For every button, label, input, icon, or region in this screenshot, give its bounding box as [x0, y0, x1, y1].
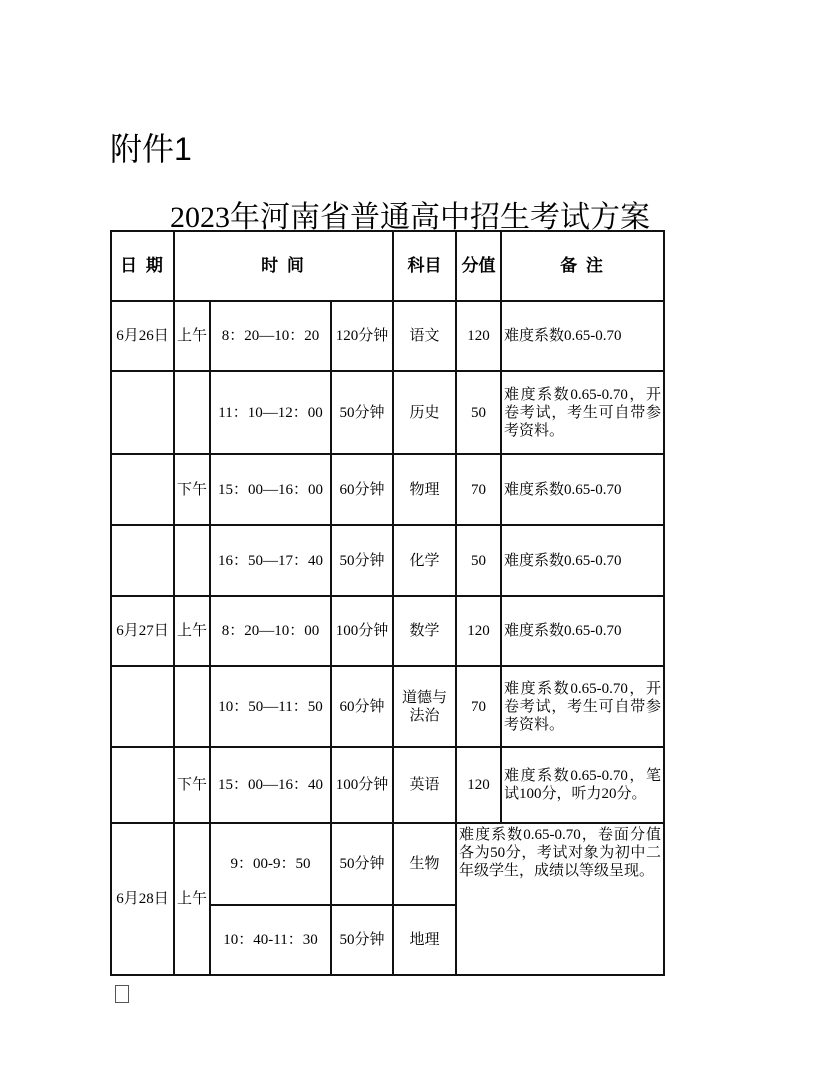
score-cell: 70 [456, 666, 501, 747]
time-cell: 11：10—12：00 [210, 371, 331, 454]
header-subject: 科目 [393, 231, 456, 301]
subject-cell: 数学 [393, 596, 456, 666]
empty-checkbox-glyph [115, 985, 129, 1003]
time-cell: 15：00—16：40 [210, 747, 331, 823]
time-cell: 10：40-11：30 [210, 905, 331, 975]
date-cell: 6月26日 [111, 301, 174, 371]
time-cell: 8：20—10：20 [210, 301, 331, 371]
attachment-label: 附件1 [110, 131, 192, 167]
header-notes: 备 注 [501, 231, 664, 301]
notes-cell: 难度系数0.65-0.70，开卷考试，考生可自带参考资料。 [501, 666, 664, 747]
table-row [111, 747, 664, 823]
period-cell: 下午 [174, 454, 210, 525]
date-cell [111, 454, 174, 525]
date-cell [111, 371, 174, 454]
table-row [111, 371, 664, 454]
time-cell: 15：00—16：00 [210, 454, 331, 525]
notes-cell: 难度系数0.65-0.70，开卷考试，考生可自带参考资料。 [501, 371, 664, 454]
period-cell: 上午 [174, 301, 210, 371]
date-cell [111, 666, 174, 747]
duration-cell: 50分钟 [331, 905, 393, 975]
notes-cell: 难度系数0.65-0.70，卷面分值各为50分，考试对象为初中二年级学生，成绩以等级呈现。 [456, 823, 664, 975]
time-cell: 16：50—17：40 [210, 525, 331, 596]
time-cell: 10：50—11：50 [210, 666, 331, 747]
duration-cell: 50分钟 [331, 525, 393, 596]
duration-cell: 50分钟 [331, 823, 393, 905]
subject-cell: 地理 [393, 905, 456, 975]
header-date: 日 期 [111, 231, 174, 301]
time-cell: 9：00-9：50 [210, 823, 331, 905]
header-time: 时 间 [174, 231, 393, 301]
notes-cell: 难度系数0.65-0.70 [501, 454, 664, 525]
notes-cell: 难度系数0.65-0.70 [501, 596, 664, 666]
period-cell: 上午 [174, 823, 210, 975]
duration-cell: 100分钟 [331, 747, 393, 823]
table-row [111, 454, 664, 525]
period-cell [174, 525, 210, 596]
score-cell: 70 [456, 454, 501, 525]
subject-cell: 历史 [393, 371, 456, 454]
score-cell: 50 [456, 371, 501, 454]
duration-cell: 50分钟 [331, 371, 393, 454]
subject-cell: 英语 [393, 747, 456, 823]
period-cell: 下午 [174, 747, 210, 823]
score-cell: 50 [456, 525, 501, 596]
table-row [111, 596, 664, 666]
subject-cell: 生物 [393, 823, 456, 905]
date-cell: 6月28日 [111, 823, 174, 975]
duration-cell: 60分钟 [331, 666, 393, 747]
time-cell: 8：20—10：00 [210, 596, 331, 666]
date-cell [111, 747, 174, 823]
date-cell: 6月27日 [111, 596, 174, 666]
table-row [111, 823, 664, 905]
period-cell [174, 371, 210, 454]
score-cell: 120 [456, 747, 501, 823]
period-cell: 上午 [174, 596, 210, 666]
date-cell [111, 525, 174, 596]
table-row [111, 301, 664, 371]
table-header-row [111, 231, 664, 301]
duration-cell: 60分钟 [331, 454, 393, 525]
subject-cell: 化学 [393, 525, 456, 596]
subject-cell: 道德与法治 [393, 666, 456, 747]
subject-cell: 物理 [393, 454, 456, 525]
document-title: 2023年河南省普通高中招生考试方案 [170, 201, 650, 234]
subject-cell: 语文 [393, 301, 456, 371]
duration-cell: 120分钟 [331, 301, 393, 371]
notes-cell: 难度系数0.65-0.70，笔试100分，听力20分。 [501, 747, 664, 823]
duration-cell: 100分钟 [331, 596, 393, 666]
period-cell [174, 666, 210, 747]
exam-schedule-table [110, 230, 665, 976]
score-cell: 120 [456, 596, 501, 666]
table-row [111, 666, 664, 747]
notes-cell: 难度系数0.65-0.70 [501, 301, 664, 371]
table-row [111, 525, 664, 596]
header-score: 分值 [456, 231, 501, 301]
score-cell: 120 [456, 301, 501, 371]
notes-cell: 难度系数0.65-0.70 [501, 525, 664, 596]
